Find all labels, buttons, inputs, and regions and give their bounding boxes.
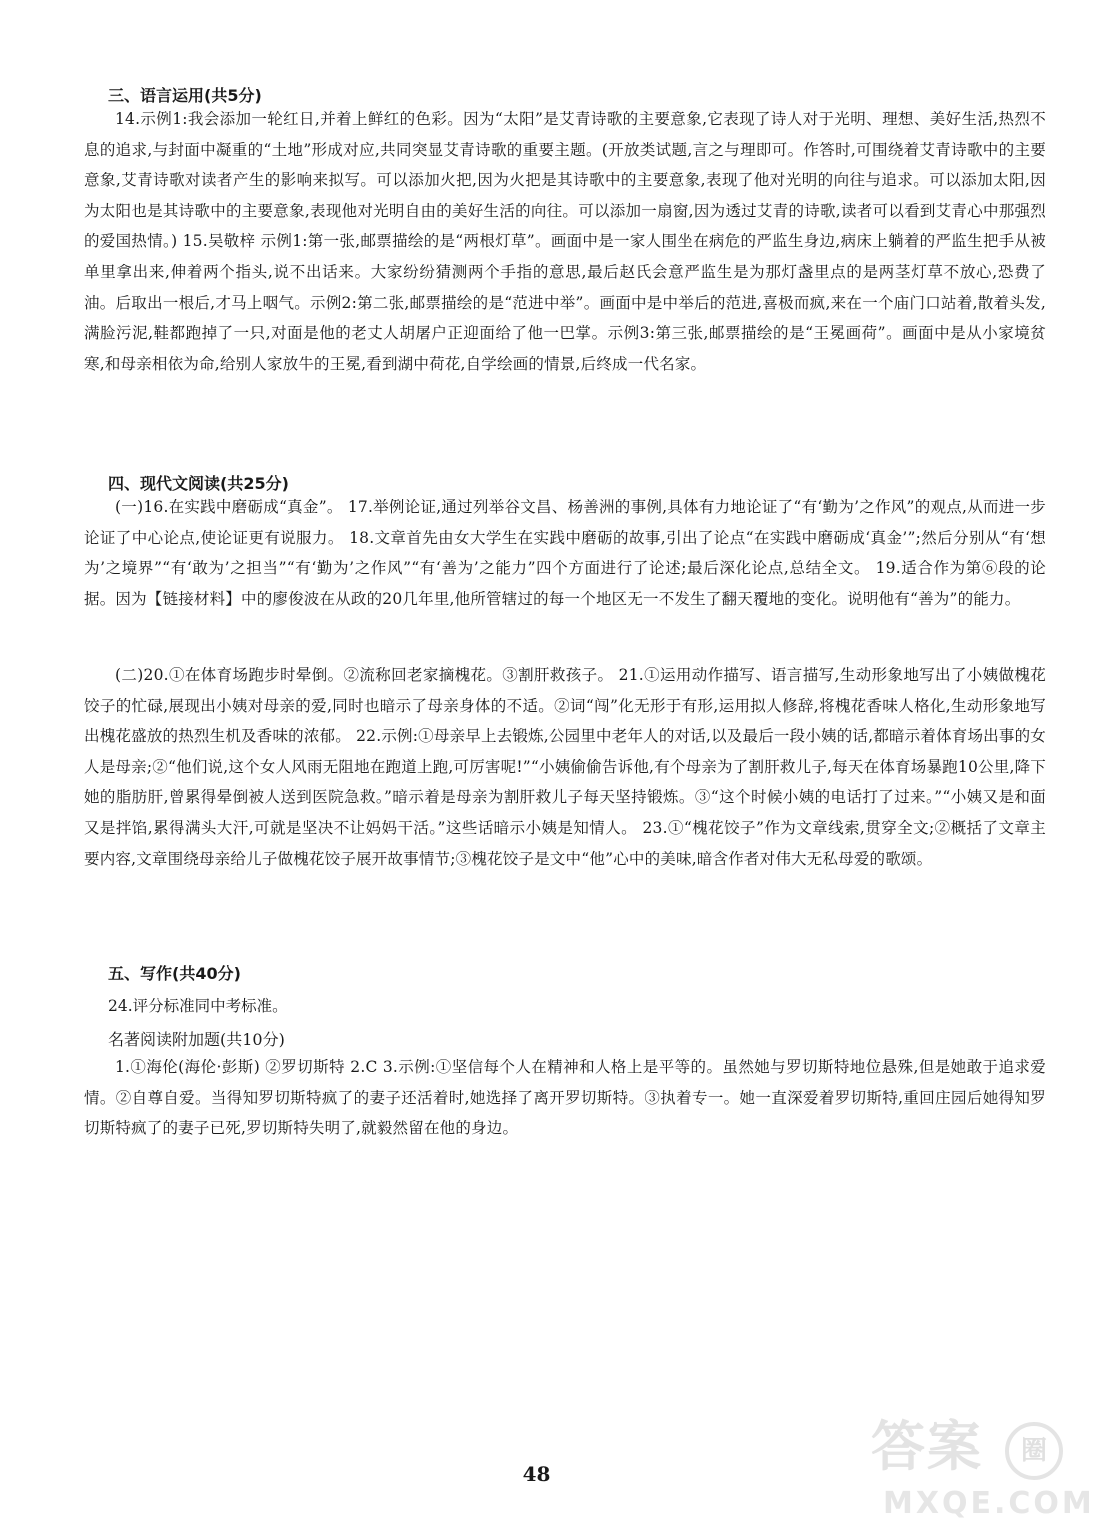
section5-heading: 五、写作(共40分) xyxy=(108,964,241,983)
watermark-badge: 圈 xyxy=(1005,1422,1063,1480)
page-number: 48 xyxy=(522,1462,551,1486)
section4-part1-answers: (一)16.在实践中磨砺成“真金”。 17.举例论证,通过列举谷文昌、杨善洲的事例,具体有力地论证了“有‘勤为’之作风”的观点,从而进一步论证了中心论点,使论证更有说服力。 18.文章首先由女大学生在实践中磨砺的故事,引出了论点“在实践中磨砺成‘真金’”;然后分别从“有‘想为’之境界”“有‘敢为’之担当”“有‘勤为’之作风”“有‘善为’之能力”四个方面进行了论述;最后深化论点,总结全文。 19.适合作为第⑥段的论据。因为【链接材料】中的廖俊波在从政的20几年里,他所管辖过的每一个地区无一不发生了翻天覆地的变化。说明他有“善为”的能力。 xyxy=(84,498,1046,608)
watermark-main-text: 答案 xyxy=(871,1415,983,1478)
section3-heading: 三、语言运用(共5分) xyxy=(108,86,262,105)
section3-answers: 14.示例1:我会添加一轮红日,并着上鲜红的色彩。因为“太阳”是艾青诗歌的主要意象,它表现了诗人对于光明、理想、美好生活,热烈不息的追求,与封面中凝重的“土地”形成对应,共同突显艾青诗歌的重要主题。(开放类试题,言之与理即可。作答时,可围绕着艾青诗歌中的主要意象,艾青诗歌对读者产生的影响来拟写。可以添加火把,因为火把是其诗歌中的主要意象,表现了他对光明的向往与追求。可以添加太阳,因为太阳也是其诗歌中的主要意象,表现他对光明自由的美好生活的向往。可以添加一扇窗,因为透过艾青的诗歌,读者可以看到艾青心中那强烈的爱国热情。) 15.吴敬梓 示例1:第一张,邮票描绘的是“两根灯草”。画面中是一家人围坐在病危的严监生身边,病床上躺着的严监生把手从被单里拿出来,伸着两个指头,说不出话来。大家纷纷猜测两个手指的意思,最后赵氏会意严监生是为那灯盏里点的是两茎灯草不放心,恐费了油。后取出一根后,才马上咽气。示例2:第二张,邮票描绘的是“范进中举”。画面中是中举后的范进,喜极而疯,来在一个庙门口站着,散着头发,满脸污泥,鞋都跑掉了一只,对面是他的老丈人胡屠户正迎面给了他一巴掌。示例3:第三张,邮票描绘的是“王冕画荷”。画面中是从小家境贫寒,和母亲相依为命,给别人家放牛的王冕,看到湖中荷花,自学绘画的情景,后终成一代名家。 xyxy=(84,110,1046,373)
watermark-logo xyxy=(865,1414,1095,1532)
section4-part2-answers: (二)20.①在体育场跑步时晕倒。②流称回老家摘槐花。③割肝救孩子。 21.①运用动作描写、语言描写,生动形象地写出了小姨做槐花饺子的忙碌,展现出小姨对母亲的爱,同时也暗示了母亲身体的不适。②词“闯”化无形于有形,运用拟人修辞,将槐花香味人格化,生动形象地写出槐花盛放的热烈生机及香味的浓郁。 22.示例:①母亲早上去锻炼,公园里中老年人的对话,以及最后一段小姨的话,都暗示着体育场出事的女人是母亲;②“他们说,这个女人风雨无阻地在跑道上跑,可厉害呢!”“小姨偷偷告诉他,有个母亲为了割肝救儿子,每天在体育场暴跑10公里,降下她的脂肪肝,曾累得晕倒被人送到医院急救。”暗示着是母亲为割肝救儿子每天坚持锻炼。③“这个时候小姨的电话打了过来。”“小姨又是和面又是拌馅,累得满头大汗,可就是坚决不让妈妈干活。”这些话暗示小姨是知情人。 23.①“槐花饺子”作为文章线索,贯穿全文;②概括了文章主要内容,文章围绕母亲给儿子做槐花饺子展开故事情节;③槐花饺子是文中“他”心中的美味,暗含作者对伟大无私母爱的歌颂。 xyxy=(84,666,1046,868)
item24-text: 24.评分标准同中考标准。 xyxy=(108,997,288,1015)
watermark-site-text: MXQE.COM xyxy=(883,1486,1095,1521)
bonus-answers: 1.①海伦(海伦·彭斯) ②罗切斯特 2.C 3.示例:①坚信每个人在精神和人格上是平等的。虽然她与罗切斯特地位悬殊,但是她敢于追求爱情。②自尊自爱。当得知罗切斯特疯了的妻子还活着时,她选择了离开罗切斯特。③执着专一。她一直深爱着罗切斯特,重回庄园后她得知罗切斯特疯了的妻子已死,罗切斯特失明了,就毅然留在他的身边。 xyxy=(84,1058,1046,1138)
section4-heading: 四、现代文阅读(共25分) xyxy=(108,474,289,493)
bonus-heading: 名著阅读附加题(共10分) xyxy=(108,1030,285,1049)
